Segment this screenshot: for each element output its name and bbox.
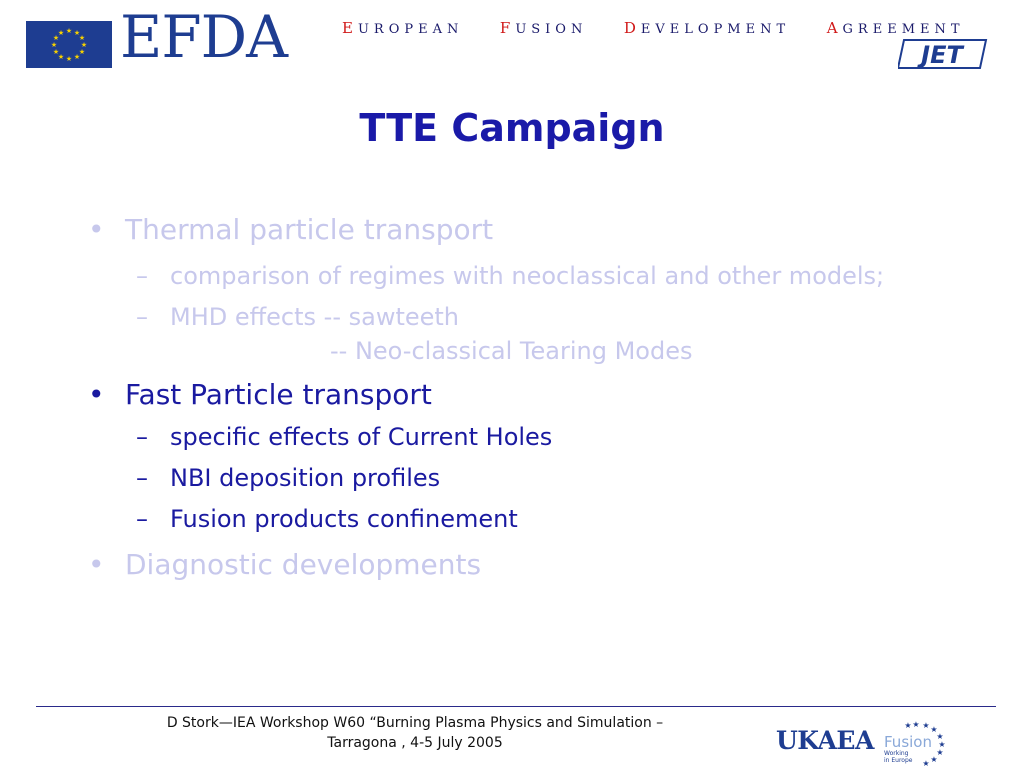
svg-text:★: ★: [930, 755, 938, 764]
word-fusion: FUSION: [499, 19, 588, 37]
svg-text:★: ★: [904, 721, 912, 730]
svg-text:★: ★: [78, 48, 86, 56]
dash-marker: –: [136, 464, 148, 492]
bullet-text: Fast Particle transport: [125, 378, 432, 411]
sub-bullet-text: Fusion products confinement: [170, 505, 518, 533]
sub-bullet-item: [136, 423, 552, 451]
dash-marker: –: [136, 505, 148, 533]
bullet-item: [88, 213, 493, 246]
bullet-item: [88, 378, 432, 411]
sub-bullet-text: MHD effects -- sawteeth: [170, 303, 460, 331]
svg-text:★: ★: [65, 27, 73, 35]
svg-text:★: ★: [73, 53, 81, 61]
dash-marker: –: [136, 303, 148, 331]
efda-logo: EFDA: [120, 3, 287, 71]
slide-title: TTE Campaign: [359, 106, 665, 150]
bullet-item: [88, 548, 481, 581]
svg-text:JET: JET: [921, 41, 963, 69]
word-european: EUROPEAN: [342, 19, 464, 37]
svg-text:★: ★: [922, 721, 930, 730]
bullet-text: Diagnostic developments: [125, 548, 482, 581]
footer-citation: [100, 713, 730, 753]
sub-bullet-item: [136, 262, 884, 290]
sub-bullet-text: specific effects of Current Holes: [170, 423, 553, 451]
jet-logo: [898, 38, 988, 74]
sub-bullet-text: NBI deposition profiles: [170, 464, 441, 492]
bullet-marker: •: [88, 548, 105, 581]
word-agreement: AGREEMENT: [826, 19, 965, 37]
ukaea-logo: UKAEA: [776, 726, 874, 755]
word-development: DEVELOPMENT: [623, 19, 791, 37]
svg-text:★: ★: [912, 720, 920, 729]
svg-text:★: ★: [73, 29, 81, 37]
bullet-text: Thermal particle transport: [125, 213, 494, 246]
dash-marker: –: [136, 423, 148, 451]
sub-bullet-item: [136, 303, 459, 331]
eu-flag-logo: [26, 21, 112, 68]
footer-line-2: Tarragona , 4-5 July 2005: [327, 735, 503, 751]
bullet-marker: •: [88, 378, 105, 411]
dash-marker: –: [136, 262, 148, 290]
svg-text:★: ★: [57, 53, 65, 61]
organization-name: [342, 19, 965, 37]
svg-text:★: ★: [78, 34, 86, 42]
sub-bullet-text: comparison of regimes with neoclassical and other models;: [170, 262, 885, 290]
svg-text:★: ★: [52, 48, 60, 56]
svg-text:★: ★: [936, 748, 944, 757]
fusion-logo-subtitle: Working in Europe: [884, 750, 913, 764]
svg-text:★: ★: [930, 725, 938, 734]
svg-text:★: ★: [936, 732, 944, 741]
svg-text:★: ★: [52, 34, 60, 42]
footer-divider: [36, 706, 996, 707]
svg-text:★: ★: [922, 759, 930, 768]
svg-text:★: ★: [80, 41, 88, 49]
svg-text:★: ★: [50, 41, 58, 49]
bullet-marker: •: [88, 213, 105, 246]
svg-text:★: ★: [938, 740, 946, 749]
sub-bullet-continuation: -- Neo-classical Tearing Modes: [330, 337, 693, 365]
svg-text:★: ★: [65, 55, 73, 63]
sub-bullet-item: [136, 464, 440, 492]
sub-bullet-item: [136, 505, 518, 533]
svg-text:★: ★: [57, 29, 65, 37]
footer-line-1: D Stork—IEA Workshop W60 “Burning Plasma Physics and Simulation –: [166, 715, 664, 731]
fusion-logo: Fusion: [884, 733, 932, 751]
